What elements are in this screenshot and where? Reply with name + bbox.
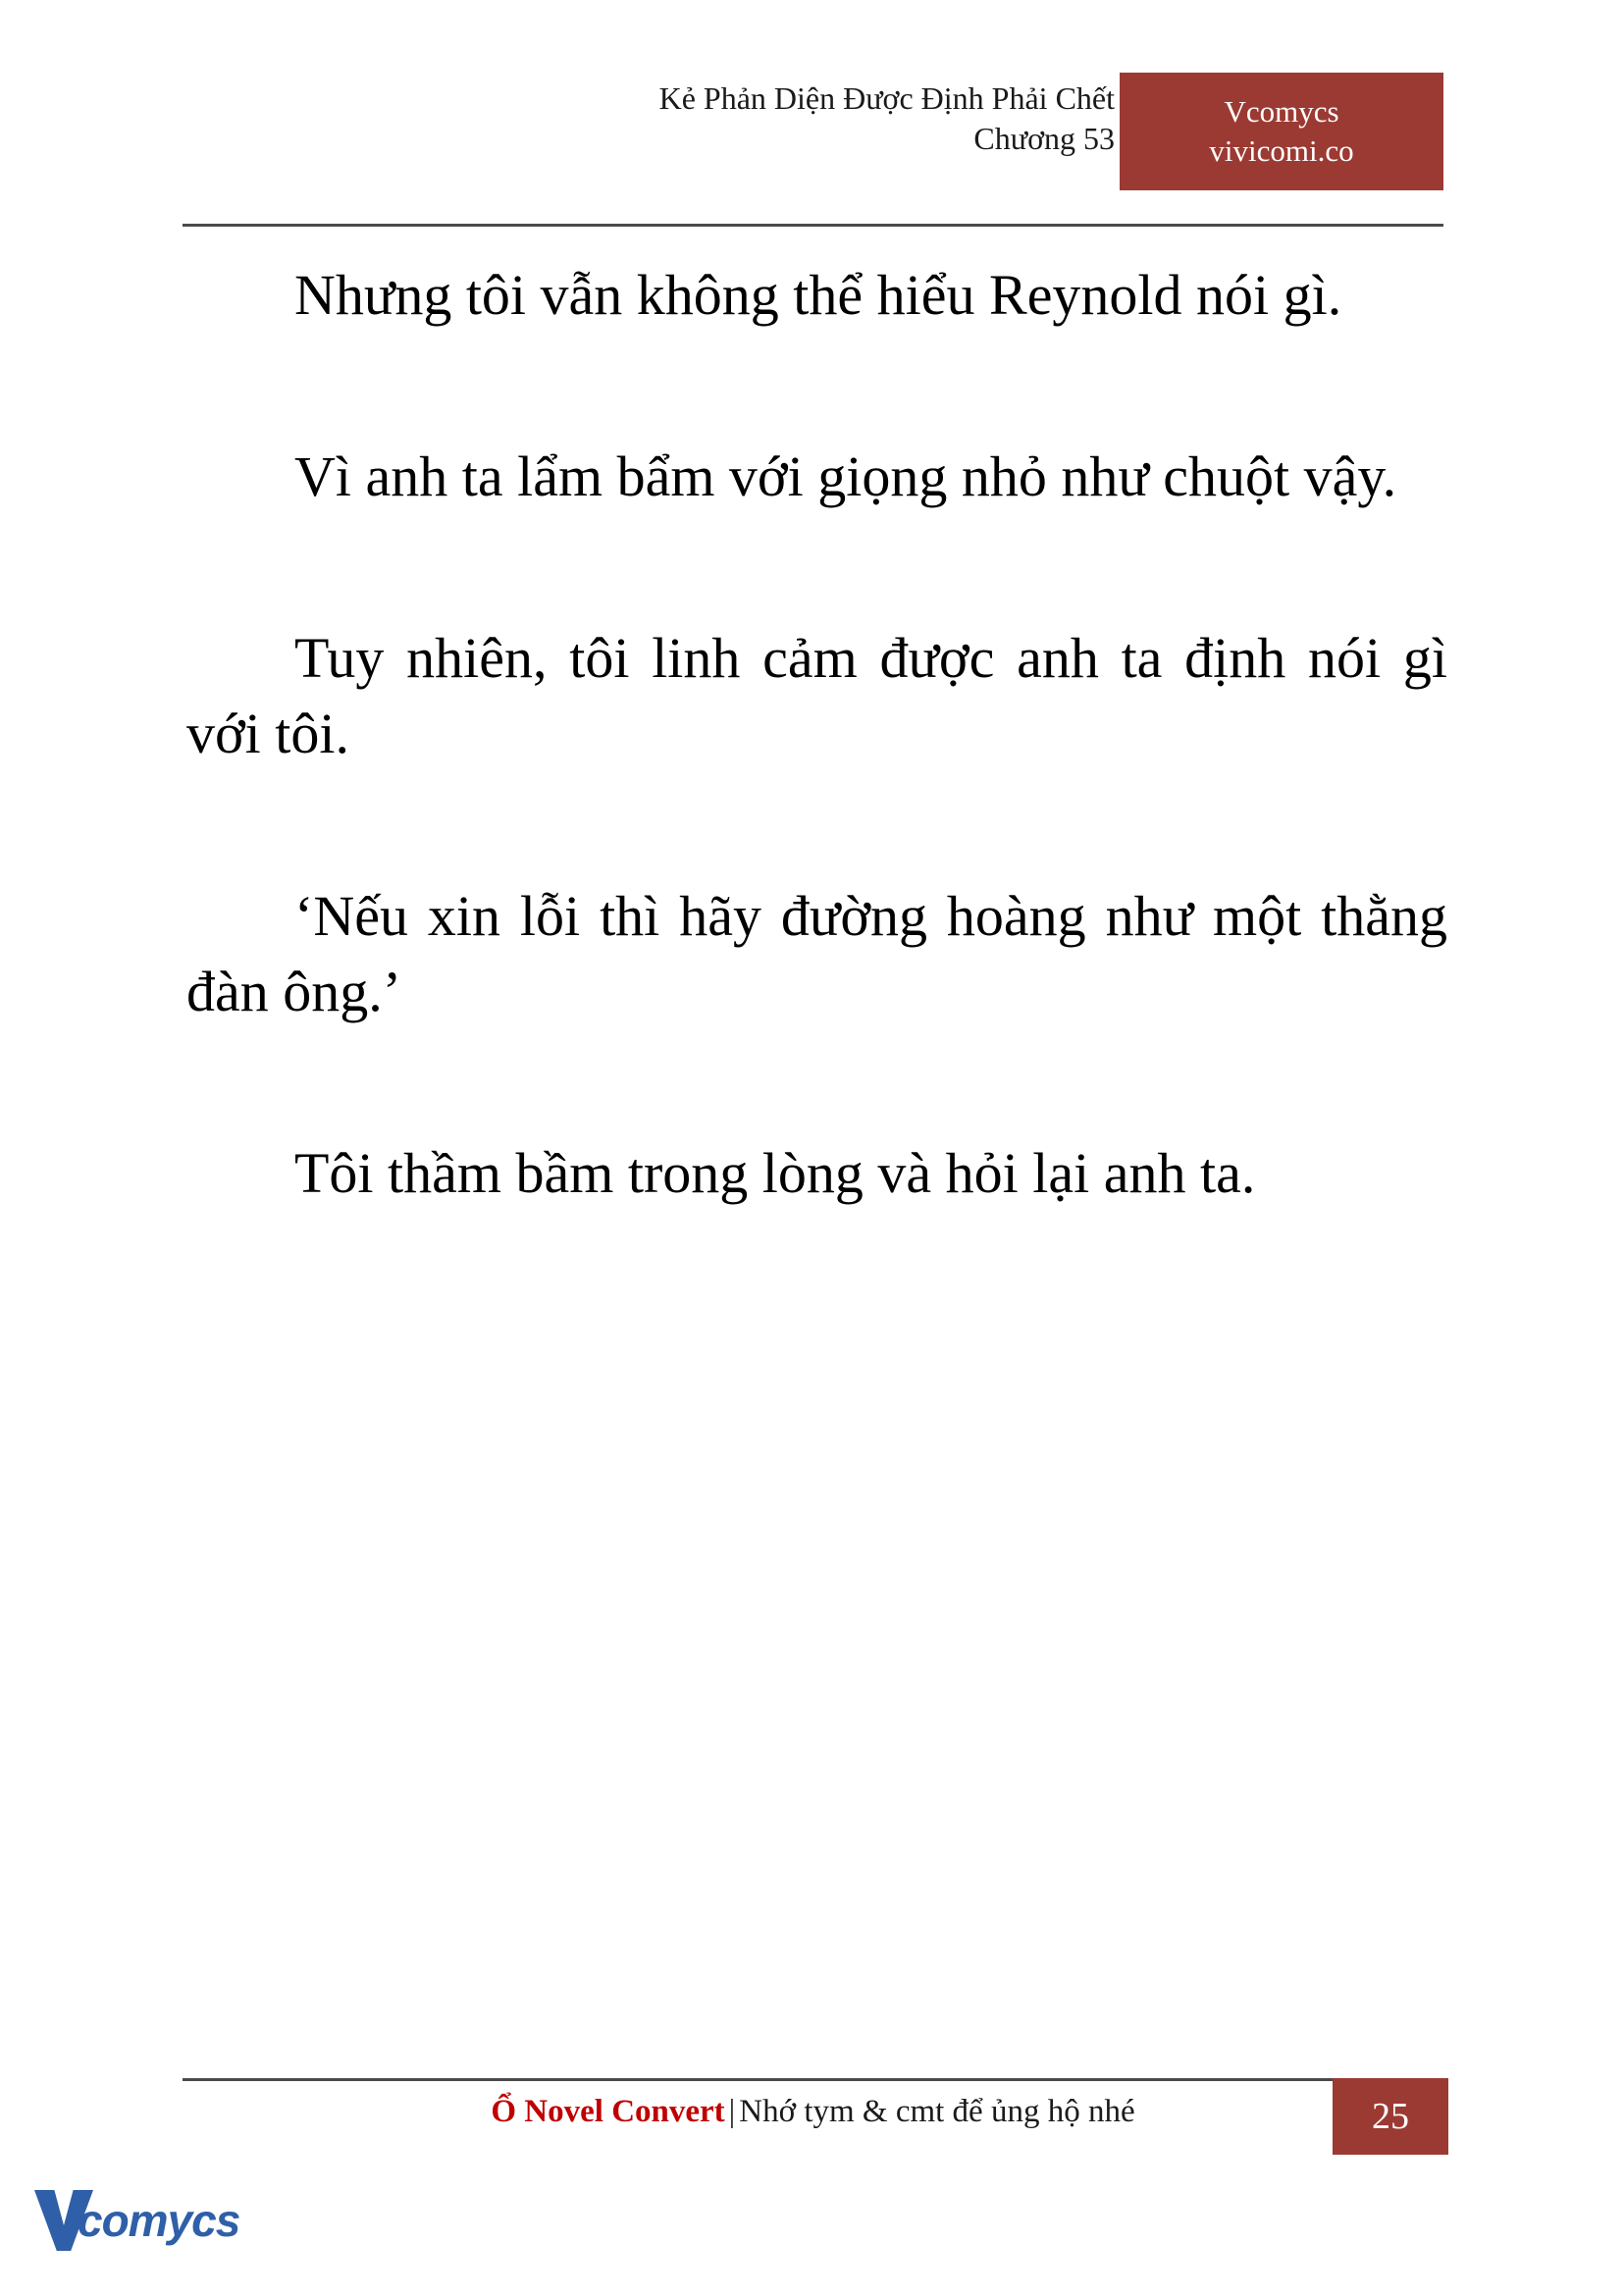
paragraph: ‘Nếu xin lỗi thì hãy đường hoàng như một thằng đàn ông.’ [186, 883, 1447, 1023]
footer-divider [183, 2078, 1443, 2081]
header-title-block [659, 78, 1115, 159]
footer-credit [183, 2094, 1443, 2130]
paragraph: Tuy nhiên, tôi linh cảm được anh ta định nói gì với tôi. [186, 626, 1447, 766]
footer-note: Nhớ tym & cmt để ủng hộ nhé [739, 2094, 1135, 2129]
footer-brand: Ổ Novel Convert [491, 2094, 725, 2129]
paragraph: Vì anh ta lẩm bẩm với giọng nhỏ như chuột vậy. [294, 444, 1397, 509]
page-header [183, 78, 1443, 226]
watermark-label: comycs [78, 2195, 240, 2246]
paragraph: Nhưng tôi vẫn không thể hiểu Reynold nói gì. [294, 263, 1342, 327]
header-divider [183, 224, 1443, 227]
chapter-label: Chương 53 [973, 120, 1115, 156]
site-badge-url: vivicomi.co [1209, 133, 1354, 168]
page-footer [183, 2084, 1443, 2149]
footer-separator: | [728, 2094, 736, 2129]
site-badge-name: Vcomycs [1224, 93, 1339, 129]
site-badge [1120, 73, 1443, 190]
page-number: 25 [1333, 2078, 1448, 2155]
page-content [186, 257, 1447, 1211]
watermark-logo [34, 2186, 260, 2269]
paragraph: Tôi thầm bầm trong lòng và hỏi lại anh ta. [294, 1140, 1256, 1205]
book-title: Kẻ Phản Diện Được Định Phải Chết [658, 80, 1115, 116]
